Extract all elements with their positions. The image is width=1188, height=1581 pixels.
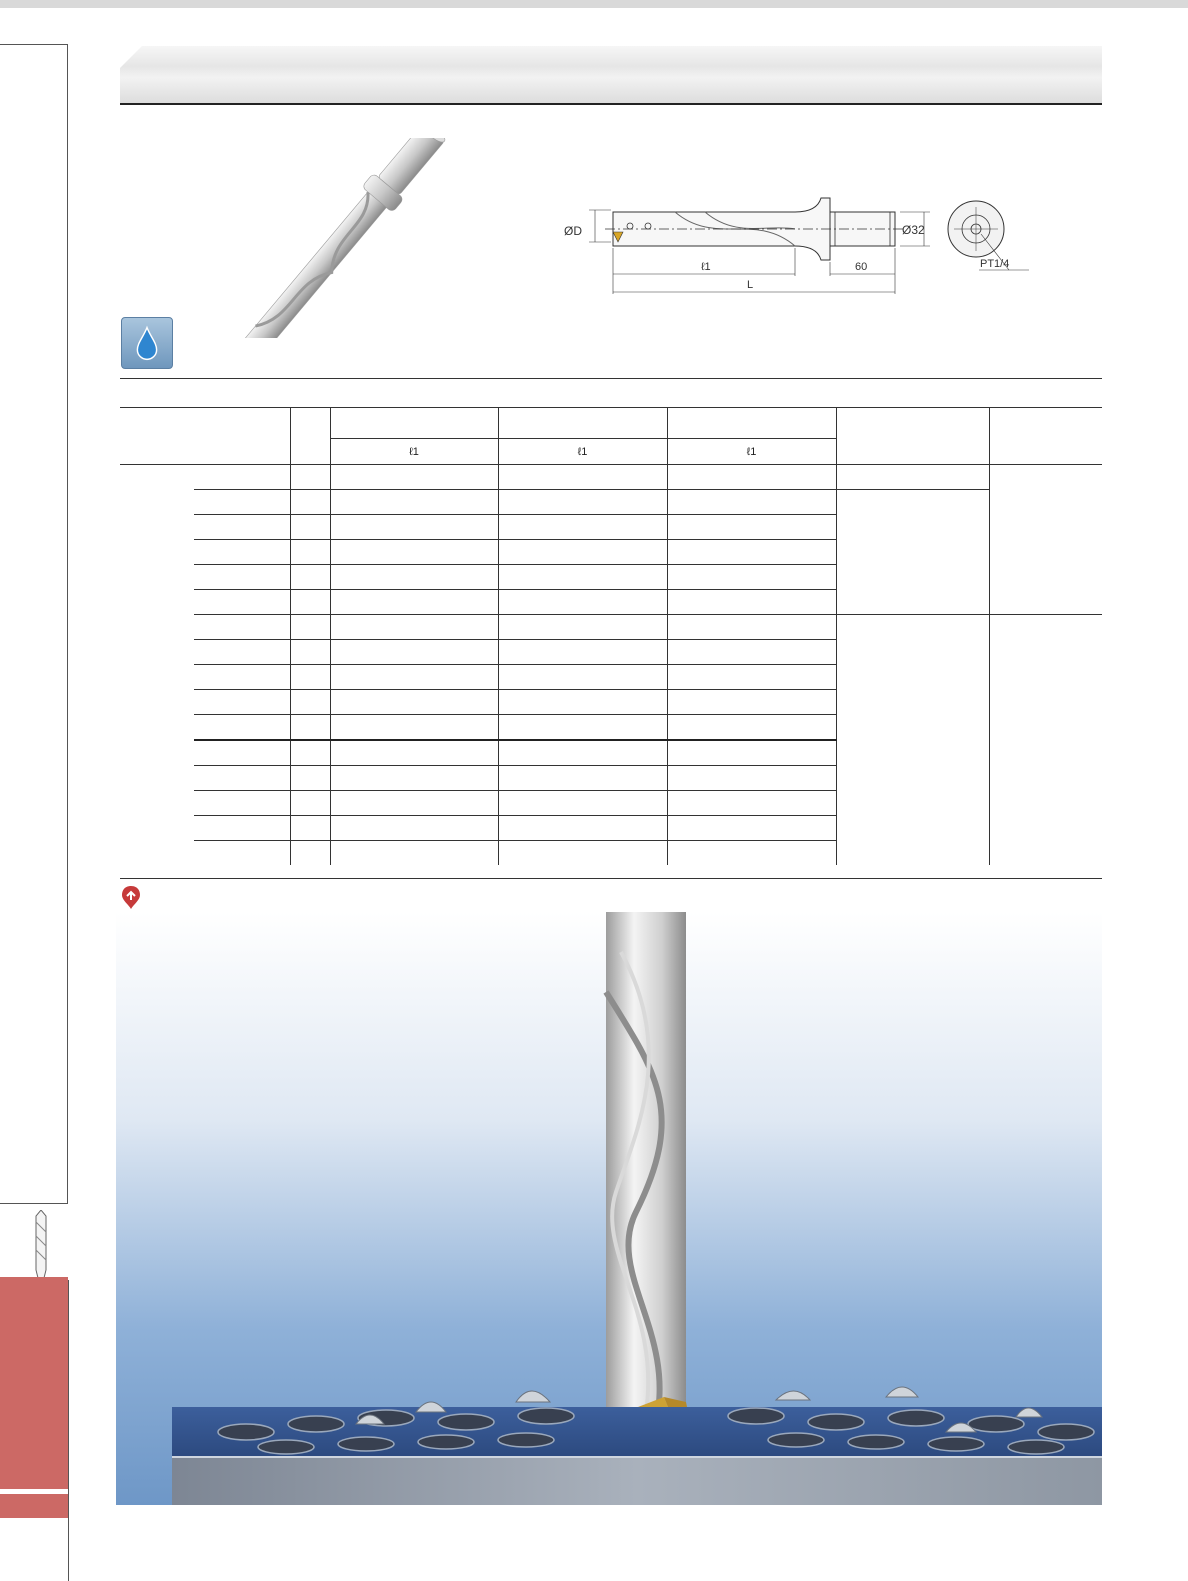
header-stock [290, 408, 330, 465]
chapter-tab [0, 1277, 68, 1489]
header-group-2 [498, 408, 667, 439]
header-order-code [120, 408, 290, 465]
length-l1-label: ℓ1 [701, 261, 711, 273]
header-insert [836, 408, 989, 465]
thread-label: PT1/4 [980, 258, 1010, 270]
side-margin-box [0, 44, 68, 1204]
drilling-application-photo [116, 912, 1102, 1505]
section-header-band [120, 46, 1102, 104]
table-row [120, 465, 1102, 490]
section-separator [120, 378, 1102, 379]
header-l1: ℓ1 [330, 439, 498, 465]
coolant-drop-icon [121, 317, 173, 369]
section-header-rule [120, 103, 1102, 105]
drill-dimension-diagram [555, 190, 1045, 305]
side-margin-line [68, 1280, 69, 1581]
top-bar [0, 0, 1188, 8]
note-pointer-icon [120, 884, 142, 910]
header-group-1 [330, 408, 498, 439]
table-row [120, 615, 1102, 640]
header-l1: ℓ1 [498, 439, 667, 465]
overall-length-label: L [747, 279, 754, 291]
drill-product-image [190, 138, 500, 338]
specification-table [120, 407, 1102, 865]
shank-length-label: 60 [855, 261, 868, 273]
diameter-d-label: ØD [564, 224, 582, 238]
chapter-tab-lower [0, 1494, 68, 1518]
header-parts [989, 408, 1102, 465]
header-group-3 [667, 408, 836, 439]
shank-diameter-label: Ø32 [902, 223, 925, 237]
drill-side-icon [34, 1210, 48, 1278]
table-bottom-rule [120, 878, 1102, 879]
header-l1: ℓ1 [667, 439, 836, 465]
table-row [120, 490, 1102, 515]
